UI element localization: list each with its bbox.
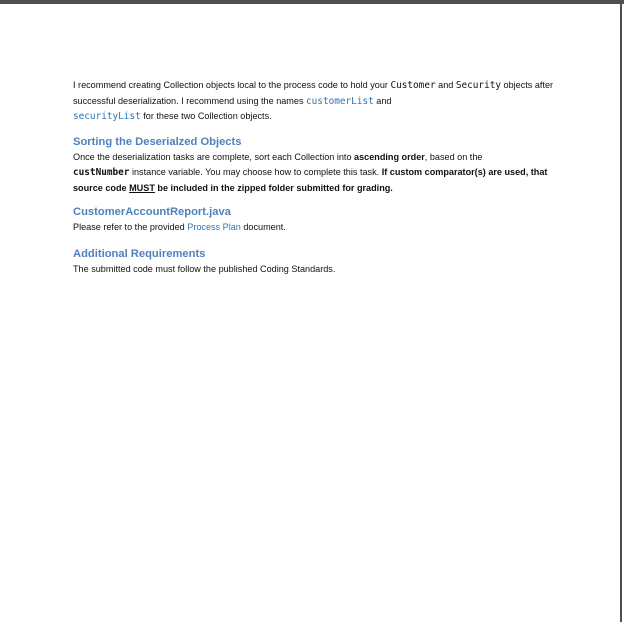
sorting-text: Once the deserialization tasks are complete, sort each Collection into (73, 151, 355, 162)
window-right-border (620, 0, 622, 622)
heading-customer-account-report: CustomerAccountReport.java (73, 206, 231, 218)
code-cust-number: custNumber (73, 167, 130, 178)
code-customer-list: customerList (306, 95, 374, 107)
additional-paragraph: The submitted code must follow the published Coding Standards. (73, 263, 336, 274)
intro-text: for these two Collection objects. (140, 111, 272, 121)
bold-ascending-order: ascending order (354, 151, 425, 162)
bold-comparator-note: If custom comparator(s) are used, that source code (73, 167, 548, 193)
intro-text: objects after successful deserialization. I recommend using the names (73, 80, 554, 106)
bold-must: MUST (129, 182, 155, 193)
report-text: Please refer to the provided (73, 222, 188, 232)
intro-text: and (435, 80, 456, 90)
bold-comparator-note-end: be included in the zipped folder submitted for grading. (154, 182, 393, 193)
process-plan-link[interactable]: Process Plan (187, 222, 241, 232)
document-content (73, 78, 555, 277)
intro-paragraph (73, 78, 555, 125)
document-page (0, 4, 620, 622)
report-paragraph (73, 220, 555, 236)
code-customer: Customer (390, 80, 436, 91)
code-security-list: securityList (73, 111, 141, 122)
sorting-paragraph (73, 150, 555, 197)
code-security: Security (455, 80, 501, 91)
report-text: document. (240, 222, 286, 232)
heading-sorting: Sorting the Deserialzed Objects (73, 135, 242, 148)
sorting-text: , based on the (424, 151, 483, 162)
heading-additional-requirements: Additional Requirements (73, 247, 206, 260)
intro-text: I recommend creating Collection objects local to the process code to hold your (73, 80, 391, 90)
sorting-text: instance variable. You may choose how to complete this task. (129, 167, 382, 177)
intro-text: and (373, 95, 392, 106)
